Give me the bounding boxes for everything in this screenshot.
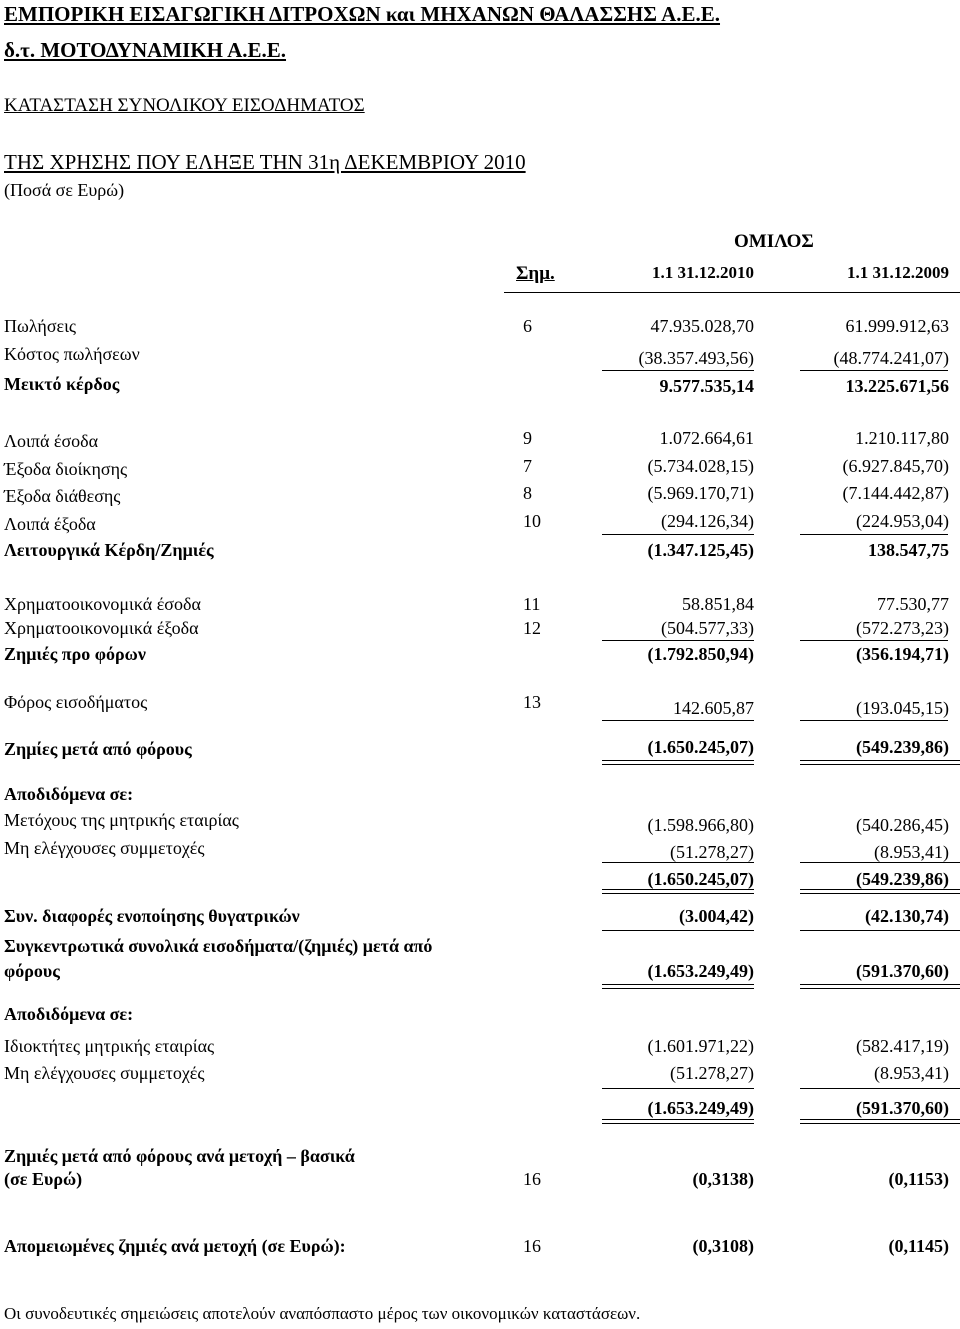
value-2010: (5.734.028,15) <box>647 456 754 476</box>
value-2010: (1.598.966,80) <box>647 815 754 835</box>
period-2009-header: 1.1 31.12.2009 <box>847 263 949 282</box>
row-note: 11 <box>523 594 541 614</box>
double-underline-2010 <box>602 1119 754 1124</box>
row-label: Πωλήσεις <box>4 316 77 336</box>
underline-2009 <box>800 930 960 931</box>
row-eps-basic <box>0 1169 960 1193</box>
row-note: 6 <box>523 316 532 336</box>
value-2009: (7.144.442,87) <box>842 483 949 503</box>
value-2010: (504.577,33) <box>661 618 754 638</box>
attributable-header-1 <box>0 784 960 808</box>
underline-2010 <box>602 862 754 863</box>
value-2010: (51.278,27) <box>670 842 754 862</box>
value-2009: 138.547,75 <box>868 540 949 560</box>
value-2010: (5.969.170,71) <box>647 483 754 503</box>
double-underline-2009 <box>800 1119 960 1124</box>
underline-2009 <box>800 370 948 371</box>
row-finance-expenses <box>0 618 960 642</box>
value-2010: (1.792.850,94) <box>647 644 754 664</box>
row-note: 9 <box>523 428 532 448</box>
underline-2010 <box>602 720 754 721</box>
row-label: Ζημιές προ φόρων <box>4 644 146 664</box>
row-loss-before-tax <box>0 644 960 668</box>
value-2010: (1.653.249,49) <box>647 961 754 981</box>
underline-2009 <box>800 862 960 863</box>
value-2010: (0,3108) <box>692 1236 754 1256</box>
group-column-header: ΟΜΙΛΟΣ <box>734 231 814 252</box>
underline-2009 <box>800 1088 960 1089</box>
period-2010-header: 1.1 31.12.2010 <box>652 263 754 282</box>
row-total-comprehensive <box>0 961 960 985</box>
value-2010: (1.650.245,07) <box>647 737 754 757</box>
value-2009: (582.417,19) <box>856 1036 949 1056</box>
underline-2009 <box>800 640 948 641</box>
company-name-line1: ΕΜΠΟΡΙΚΗ ΕΙΣΑΓΩΓΙΚΗ ΔΙΤΡΟΧΩΝ και ΜΗΧΑΝΩΝ ΘΑΛΑΣΣΗΣ Α.Ε.Ε. <box>4 2 721 26</box>
underline-2009 <box>800 720 948 721</box>
row-label: Αποδιδόμενα σε: <box>4 784 134 804</box>
row-label: Μετόχους της μητρικής εταιρίας <box>4 810 239 830</box>
row-sales <box>0 316 960 340</box>
underline-2010 <box>602 930 754 931</box>
value-2010: (51.278,27) <box>670 1063 754 1083</box>
note-column-header: Σημ. <box>516 263 555 284</box>
value-2009: 13.225.671,56 <box>845 376 949 396</box>
double-underline-2009 <box>800 760 960 765</box>
row-finance-income <box>0 594 960 618</box>
underline-2009 <box>800 534 948 535</box>
value-2010: 58.851,84 <box>682 594 754 614</box>
value-2010: (1.650.245,07) <box>647 869 754 889</box>
company-name-line2: δ.τ. ΜΟΤΟΔΥΝΑΜΙΚΗ Α.Ε.Ε. <box>4 38 287 62</box>
row-label: Έξοδα διάθεσης <box>4 486 121 506</box>
row-note: 8 <box>523 483 532 503</box>
row-label: Φόρος εισοδήματος <box>4 692 148 712</box>
row-eps-diluted <box>0 1236 960 1260</box>
row-other-income <box>0 428 960 452</box>
value-2009: (549.239,86) <box>856 737 949 757</box>
value-2009: (591.370,60) <box>856 961 949 981</box>
value-2009: 77.530,77 <box>877 594 949 614</box>
value-2009: 1.210.117,80 <box>855 428 949 448</box>
underline-2010 <box>602 370 754 371</box>
row-cost-of-sales <box>0 344 960 368</box>
row-label: Χρηματοοικονομικά έξοδα <box>4 618 199 638</box>
row-label: Μεικτό κέρδος <box>4 374 120 394</box>
row-selling-expenses <box>0 483 960 507</box>
row-label: Ιδιοκτήτες μητρικής εταιρίας <box>4 1036 215 1056</box>
value-2009: (48.774.241,07) <box>833 348 949 368</box>
row-label: Χρηματοοικονομικά έσοδα <box>4 594 201 614</box>
value-2010: (3.004,42) <box>679 906 754 926</box>
row-label: Λοιπά έξοδα <box>4 514 96 534</box>
period-title: ΤΗΣ ΧΡΗΣΗΣ ΠΟΥ ΕΛΗΞΕ ΤΗΝ 31η ΔΕΚΕΜΒΡΙΟΥ 2010 <box>4 150 526 174</box>
row-note: 16 <box>523 1169 541 1189</box>
row-parent-shareholders <box>0 810 960 834</box>
row-fx-differences <box>0 906 960 930</box>
row-label: Απομειωμένες ζημιές ανά μετοχή (σε Ευρώ): <box>4 1236 346 1256</box>
row-note: 16 <box>523 1236 541 1256</box>
row-minority-2 <box>0 1063 960 1087</box>
value-2010: (38.357.493,56) <box>638 348 754 368</box>
double-underline-2010 <box>602 889 754 894</box>
row-label: Συγκεντρωτικά συνολικά εισοδήματα/(ζημιές) μετά από <box>4 936 433 956</box>
row-parent-owners <box>0 1036 960 1060</box>
row-note: 10 <box>523 511 541 531</box>
double-underline-2010 <box>602 984 754 989</box>
value-2009: (549.239,86) <box>856 869 949 889</box>
currency-note: (Ποσά σε Ευρώ) <box>4 180 125 200</box>
row-eps-basic-line1 <box>0 1146 960 1170</box>
row-label: Αποδιδόμενα σε: <box>4 1004 134 1024</box>
underline-2010 <box>602 1088 754 1089</box>
value-2010: 1.072.664,61 <box>659 428 754 448</box>
double-underline-2009 <box>800 984 960 989</box>
row-label: Συν. διαφορές ενοποίησης θυγατρικών <box>4 906 300 926</box>
row-label: Κόστος πωλήσεων <box>4 344 140 364</box>
attributable-header-2 <box>0 1004 960 1028</box>
value-2009: (42.130,74) <box>865 906 949 926</box>
row-operating-result <box>0 540 960 564</box>
row-label: Ζημίες μετά από φόρους <box>4 739 192 759</box>
row-minority-1 <box>0 838 960 862</box>
value-2010: 142.605,87 <box>673 698 754 718</box>
row-total-comprehensive-line1 <box>0 936 960 960</box>
value-2009: (193.045,15) <box>856 698 949 718</box>
value-2009: (8.953,41) <box>874 1063 949 1083</box>
value-2009: 61.999.912,63 <box>845 316 949 336</box>
row-label: Μη ελέγχουσες συμμετοχές <box>4 838 205 858</box>
value-2009: (0,1153) <box>888 1169 949 1189</box>
double-underline-2010 <box>602 760 754 765</box>
value-2010: (1.601.971,22) <box>647 1036 754 1056</box>
row-note: 13 <box>523 692 541 712</box>
underline-2010 <box>602 640 754 641</box>
value-2009: (356.194,71) <box>856 644 949 664</box>
value-2009: (540.286,45) <box>856 815 949 835</box>
row-note: 7 <box>523 456 532 476</box>
row-label: Ζημιές μετά από φόρους ανά μετοχή – βασικά <box>4 1146 355 1166</box>
row-note: 12 <box>523 618 541 638</box>
value-2010: 47.935.028,70 <box>650 316 754 336</box>
value-2009: (572.273,23) <box>856 618 949 638</box>
value-2009: (6.927.845,70) <box>842 456 949 476</box>
row-label: Έξοδα διοίκησης <box>4 459 128 479</box>
value-2010: (0,3138) <box>692 1169 754 1189</box>
value-2010: (1.347.125,45) <box>647 540 754 560</box>
statement-title: ΚΑΤΑΣΤΑΣΗ ΣΥΝΟΛΙΚΟΥ ΕΙΣΟΔΗΜΑΤΟΣ <box>4 95 365 116</box>
row-gross-profit <box>0 374 960 398</box>
row-label: Λειτουργικά Κέρδη/Ζημιές <box>4 540 214 560</box>
value-2009: (591.370,60) <box>856 1098 949 1118</box>
row-label-line2: (σε Ευρώ) <box>4 1169 83 1189</box>
row-label: Λοιπά έσοδα <box>4 431 99 451</box>
footer-note: Οι συνοδευτικές σημειώσεις αποτελούν αναπόσπαστο μέρος των οικονομικών καταστάσεων. <box>4 1304 641 1323</box>
row-label: Μη ελέγχουσες συμμετοχές <box>4 1063 205 1083</box>
value-2009: (0,1145) <box>888 1236 949 1256</box>
row-income-tax <box>0 692 960 716</box>
row-other-expenses <box>0 511 960 535</box>
row-admin-expenses <box>0 456 960 480</box>
value-2009: (8.953,41) <box>874 842 949 862</box>
header-underline <box>504 292 960 293</box>
value-2010: (1.653.249,49) <box>647 1098 754 1118</box>
value-2010: (294.126,34) <box>661 511 754 531</box>
row-label-line2: φόρους <box>4 961 60 981</box>
underline-2010 <box>602 534 754 535</box>
value-2009: (224.953,04) <box>856 511 949 531</box>
double-underline-2009 <box>800 889 960 894</box>
value-2010: 9.577.535,14 <box>659 376 754 396</box>
